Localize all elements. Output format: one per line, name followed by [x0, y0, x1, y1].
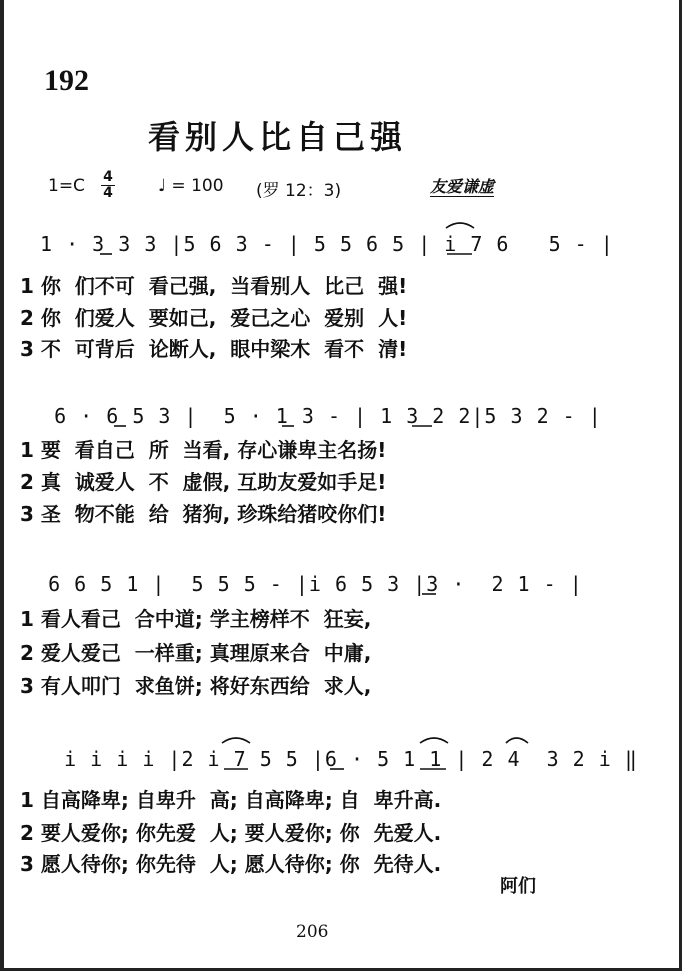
notation-line-4: i i i i |2 i 7 5 5 |6 · 5 1 1 | 2 4 3 2 i ‖ — [38, 747, 638, 771]
lyric-line-4-3: 3 愿人待你; 你先待 人; 愿人待你; 你 先待人. — [20, 852, 442, 876]
lyric-line-3-2: 2 爱人爱己 一样重; 真理原来合 中庸, — [20, 641, 372, 665]
lyric-line-2-3: 3 圣 物不能 给 猪狗, 珍珠给猪咬你们! — [20, 502, 387, 526]
amen-text: 阿们 — [500, 876, 536, 897]
lyric-line-2-2: 2 真 诚爱人 不 虚假, 互助友爱如手足! — [20, 470, 387, 494]
notation-line-3: 6 6 5 1 | 5 5 5 - |i 6 5 3 |3 · 2 1 - | — [22, 572, 583, 596]
notation-line-2: 6 · 6 5 3 | 5 · 1 3 - | 1 3 2 2|5 3 2 - | — [28, 404, 602, 428]
page-number: 206 — [296, 922, 329, 942]
lyric-line-1-2: 2 你 们爱人 要如己, 爱己之心 爱别 人! — [20, 306, 408, 330]
hymn-number: 192 — [44, 64, 89, 97]
lyric-line-4-2: 2 要人爱你; 你先爱 人; 要人爱你; 你 先爱人. — [20, 821, 442, 845]
slur-mark — [446, 223, 474, 228]
slur-mark — [222, 738, 250, 743]
time-signature-top: 4 — [103, 169, 113, 185]
slur-mark — [506, 738, 528, 743]
lyric-line-1-1: 1 你 们不可 看己强, 当看别人 比己 强! — [20, 274, 408, 298]
author-credit: 友爱谦虚 — [430, 177, 495, 196]
time-signature-bottom: 4 — [103, 185, 113, 201]
lyric-line-1-3: 3 不 可背后 论断人, 眼中梁木 看不 清! — [20, 337, 408, 361]
lyric-line-2-1: 1 要 看自己 所 当看, 存心谦卑主名扬! — [20, 438, 387, 462]
lyric-line-3-3: 3 有人叩门 求鱼饼; 将好东西给 求人, — [20, 674, 372, 698]
hymn-title: 看别人比自己强 — [148, 118, 408, 156]
notation-line-1: 1 · 3 3 3 |5 6 3 - | 5 5 6 5 | i 7 6 5 - | — [40, 232, 614, 256]
lyric-line-4-1: 1 自高降卑; 自卑升 高; 自高降卑; 自 卑升高. — [20, 788, 442, 812]
lyric-line-3-1: 1 看人看己 合中道; 学主榜样不 狂妄, — [20, 607, 372, 631]
tempo-marking: ♩ = 100 — [158, 176, 224, 196]
key-signature: 1=C — [48, 176, 85, 196]
scripture-reference: (罗 12：3) — [256, 181, 342, 201]
slur-mark — [420, 738, 448, 743]
